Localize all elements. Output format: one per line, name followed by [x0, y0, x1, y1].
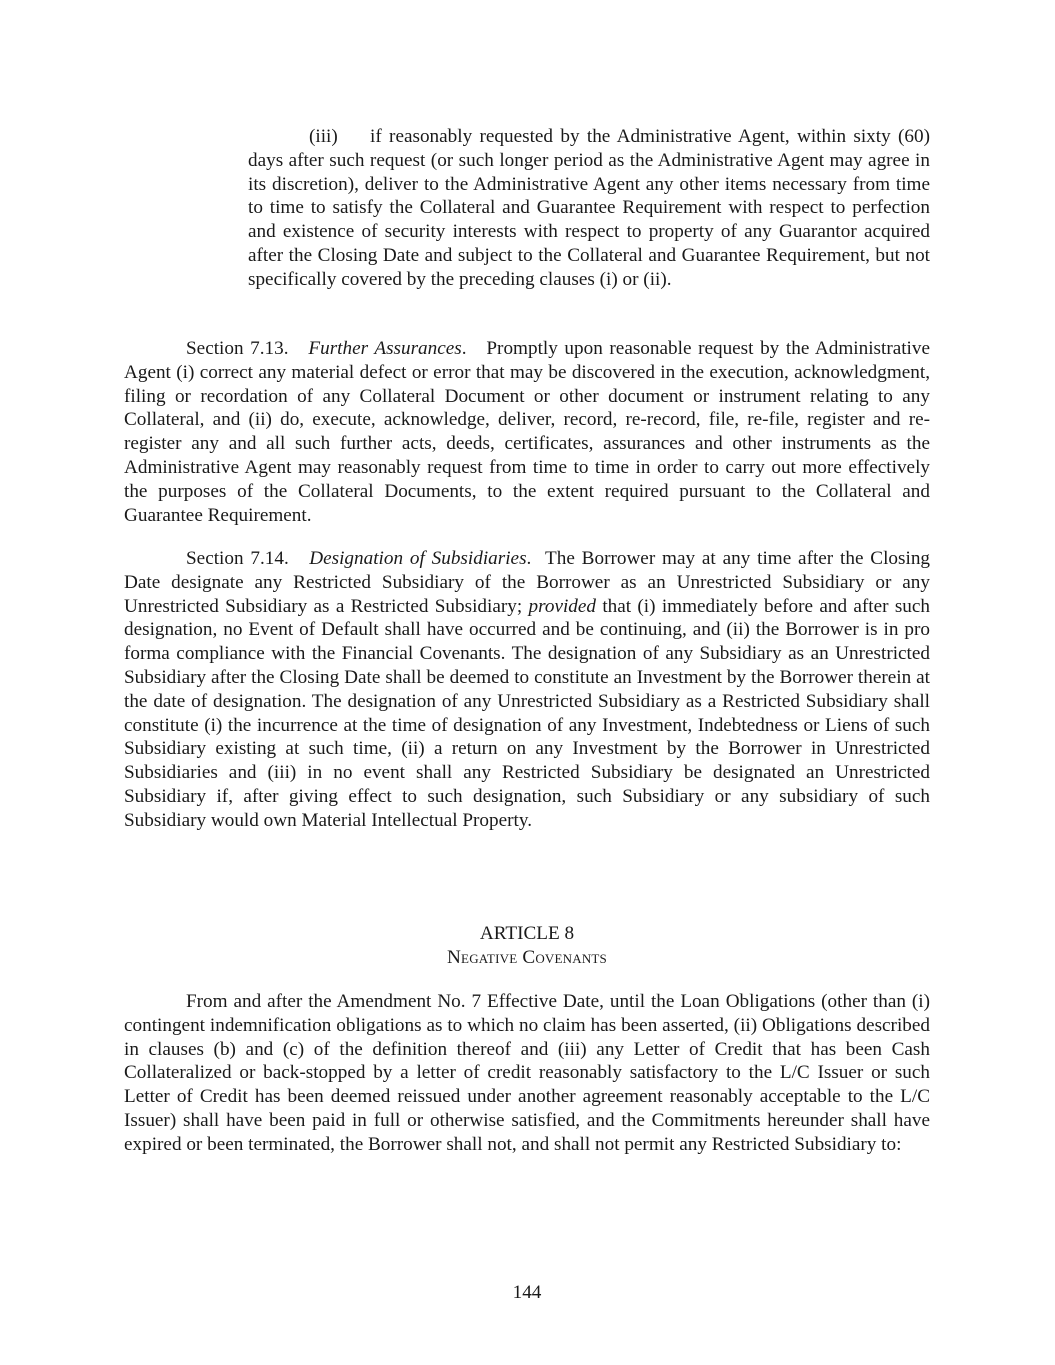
section-7-14-body-part1: The Borrower may at any time after the Closing Date designate any Restricted Subsidiary of the Borrower as an Unrestricted Subsidiary or any Unrestricted Subsidiary as a Restricted Subsidiary; [124, 548, 931, 617]
section-7-14-title-suffix: . [526, 548, 532, 569]
negative-covenants-intro [124, 990, 930, 1157]
section-7-13-title: Further Assurances [308, 338, 462, 359]
section-7-13-number: Section 7.13. [186, 338, 289, 359]
section-7-13-body: Promptly upon reasonable request by the Administrative Agent (i) correct any material defect or error that may be discovered in the execution, acknowledgment, filing or recordation of any Collateral Document or other document or instrument relating to any Collateral, and (ii) do, execute, acknowledge, deliver, record, re-record, file, re-file, register and re-register any and all such further acts, deeds, certificates, assurances and other instruments as the Administrative Agent may reasonably request from time to time in order to carry out more effectively the purposes of the Collateral Documents, to the extent required pursuant to the Collateral and Guarantee Requirement. [124, 338, 930, 526]
clause-iii-paragraph [248, 125, 930, 292]
section-7-14-body-part2: that (i) immediately before and after such designation, no Event of Default shall have occurred and be continuing, and (ii) the Borrower is in pro forma compliance with the Financial Covenants. The designation of any Subsidiary as an Unrestricted Subsidiary after the Closing Date shall be deemed to constitute an Investment by the Borrower therein at the date of designation. The designation of any Unrestricted Subsidiary as a Restricted Subsidiary shall constitute (i) the incurrence at the time of designation of any Investment, Indebtedness or Liens of such Subsidiary existing at such time, (ii) a return on any Investment by the Borrower in Unrestricted Subsidiaries and (iii) in no event shall any Restricted Subsidiary be designated an Unrestricted Subsidiary if, after giving effect to such designation, such Subsidiary or any subsidiary of such Subsidiary would own Material Intellectual Property. [124, 595, 930, 831]
article-number: ARTICLE 8 [479, 923, 575, 944]
clause-iii-text: if reasonably requested by the Administrative Agent, within sixty (60) days after such request (or such longer period as the Administrative Agent may agree in its discretion), deliver to the Administrative Agent any other items necessary from time to time to satisfy the Collateral and Guarantee Requirement with respect to perfection and existence of security interests with respect to property of any Guarantor acquired after the Closing Date and subject to the Collateral and Guarantee Requirement, but not specifically covered by the preceding clauses (i) or (ii). [248, 126, 930, 290]
section-7-13-paragraph [124, 337, 930, 527]
section-7-13-title-suffix: . [461, 338, 467, 359]
section-7-14-paragraph [124, 547, 930, 833]
provided-term: provided [528, 595, 596, 617]
clause-iii-marker: (iii) [309, 126, 338, 147]
page-number: 144 [512, 1282, 542, 1303]
article-title: Negative Covenants [447, 947, 607, 968]
negative-covenants-intro-text: From and after the Amendment No. 7 Effective Date, until the Loan Obligations (other than (i) contingent indemnification obligations as to which no claim has been asserted, (ii) Obligations described in clauses (b) and (c) of the definition thereof and (iii) any Letter of Credit that has been Cash Collateralized or back-stopped by a letter of credit reasonably satisfactory to the L/C Issuer or such Letter of Credit has been deemed reissued under another agreement reasonably acceptable to the L/C Issuer) shall have been paid in full or otherwise satisfied, and the Commitments hereunder shall have expired or been terminated, the Borrower shall not, and shall not permit any Restricted Subsidiary to: [124, 991, 930, 1155]
section-7-14-title: Designation of Subsidiaries [309, 548, 527, 569]
section-7-14-number: Section 7.14. [186, 548, 289, 569]
